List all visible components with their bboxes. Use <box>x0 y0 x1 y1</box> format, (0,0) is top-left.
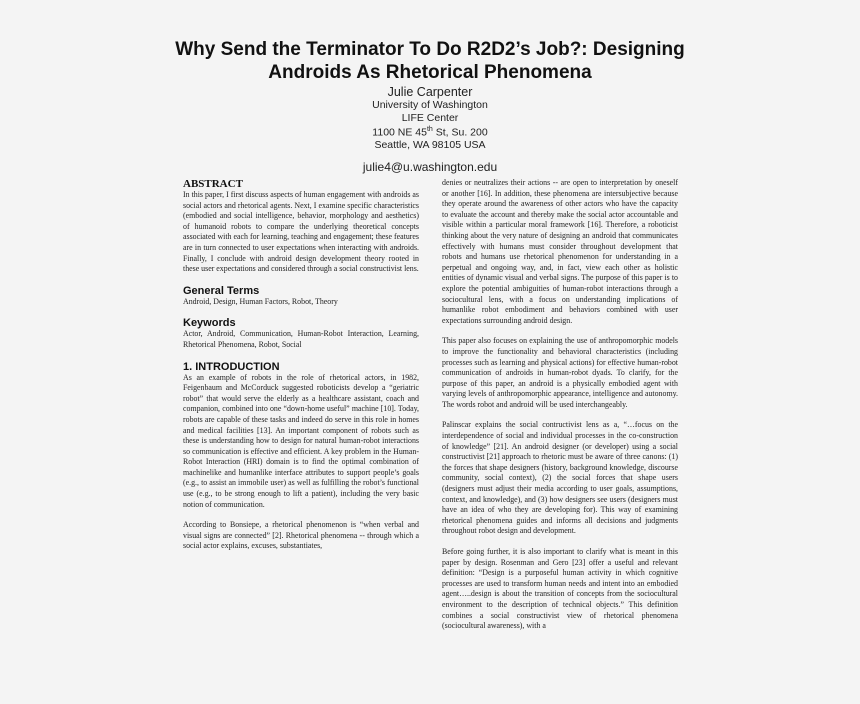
general-terms-heading: General Terms <box>183 284 260 297</box>
right-column <box>442 178 678 642</box>
title-line-1: Why Send the Terminator To Do R2D2’s Job?: Designing <box>175 39 685 60</box>
address-sup: th <box>426 126 433 133</box>
author-address <box>0 124 860 139</box>
author-email: julie4@u.washington.edu <box>362 159 498 174</box>
author-affiliation-1: University of Washington <box>372 99 488 111</box>
body-paragraph-3: Palinscar explains the social contructivist lens as a, “…focus on the interdependence of social and individual processes in the co-construction of knowledge” [21]. An android designer (or developer) using a social constructivist [21] approach to rhetoric must be aware of three canons: (1) the forces that shape designers (history, background knowledge, discourse community, social context), (2) the social forces that shape users (designers must adjust their media according to user goals, assumptions, context, and knowledge), and (3) how designers see users (designers must have an idea of who they are developing for). This way of examining rhetorical phenomena guides and informs all decisions and judgments throughout robot design and development. <box>442 420 678 536</box>
abstract-text: In this paper, I first discuss aspects of human engagement with androids as social actors and rhetorical agents. Next, I examine specific characteristics (embodied and social intelligence, behavior, morphology and aesthetics) of humanoid robots to compare the underlying theoretical concepts associated with each for learning, teaching and engagement; these features are in turn connected to user expectations when interacting with androids. Finally, I conclude with android design development theory rooted in these user expectations and considered through a social constructivist lens. <box>183 190 419 274</box>
introduction-heading: 1. INTRODUCTION <box>183 360 280 373</box>
introduction-paragraph-2: According to Bonsiepe, a rhetorical phenomenon is “when verbal and visual signs are connected” [2]. Rhetorical phenomena -- through which a social actor explains, excuses, substantiates, <box>183 520 419 551</box>
address-street: 1100 NE 45 <box>372 126 427 139</box>
body-paragraph-2: This paper also focuses on explaining the use of anthropomorphic models to improve the functionality and behavioral characteristics (including processes such as learning and physical actions) for effective human-robot communication of androids in human-robot dyads. To clarify, for the purpose of this paper, an android is a physically embodied agent with varying levels of anthropomorphic appearance, intelligence and autonomy. The words robot and android will be used interchangeably. <box>442 336 678 409</box>
author-block <box>0 85 860 174</box>
body-paragraph-1: denies or neutralizes their actions -- are open to interpretation by oneself or another [16]. In addition, these phenomena are intersubjective because they operate around the awareness of other actors who have the capacity to evaluate the account and thereby make the social actor accountable and visible within a particular moral framework [16]. Therefore, a roboticist thinking about the very nature of designing an android that communicates effectively with humans must consider throughout development that robots and humans use rhetorical phenomenon for understanding in a perpetual and ongoing way, and, in fact, view each other as holistic entities of dynamic visual and verbal signs. The purpose of this paper is to explore the potential ambiguities of human-robot interactions through a sociocultural lens, with a focus on understanding implications of humanlike robot embodiment and behaviors combined with user expectations surrounding android design. <box>442 178 678 325</box>
left-column <box>183 178 419 562</box>
author-affiliation-2: LIFE Center <box>401 111 459 124</box>
keywords-text: Actor, Android, Communication, Human-Robot Interaction, Learning, Rhetorical Phenomena, Robot, Social <box>183 329 419 349</box>
author-city: Seattle, WA 98105 USA <box>374 139 486 151</box>
general-terms-text: Android, Design, Human Factors, Robot, Theory <box>183 296 338 306</box>
paper-title <box>0 38 860 84</box>
introduction-paragraph-1: As an example of robots in the role of rhetorical actors, in 1982, Feigenbaum and McCorduck suggested roboticists develop a “geriatric robot” that would serve the elderly as a healthcare assistant, coach and companion, combined into one “down-home useful” machine [10]. Today, robots are capable of these tasks and indeed do serve in this role in homes and medical facilities [13]. An important component of robots such as these is understanding how to design for natural human-robot interactions so communication is effective and efficient. A key problem in the Human-Robot Interaction (HRI) domain is to find the optimal combination of machinelike and humanlike interface attributes to support people’s goals (e.g., to assist an immobile user) as well as fulfilling the robot’s functional use (e.g., to be strong enough to lift a patient), including the very basic notion of communication. <box>183 372 419 509</box>
address-suite: St, Su. 200 <box>432 126 488 139</box>
keywords-heading: Keywords <box>183 317 236 330</box>
body-paragraph-4: Before going further, it is also important to clarify what is meant in this paper by design. Rosenman and Gero [23] offer a useful and relevant definition: “Design is a purposeful human activity in which cognitive processes are used to transform human needs and intent into an embodied agent…..design is about the transition of concepts from the sociocultural environment to the description of technical objects.” This definition combines a social constructivist view of rhetorical phenomena (sociocultural awareness), with a <box>442 547 678 631</box>
title-line-2: Androids As Rhetorical Phenomena <box>268 62 592 83</box>
author-name: Julie Carpenter <box>387 85 473 99</box>
abstract-heading: ABSTRACT <box>183 178 243 190</box>
